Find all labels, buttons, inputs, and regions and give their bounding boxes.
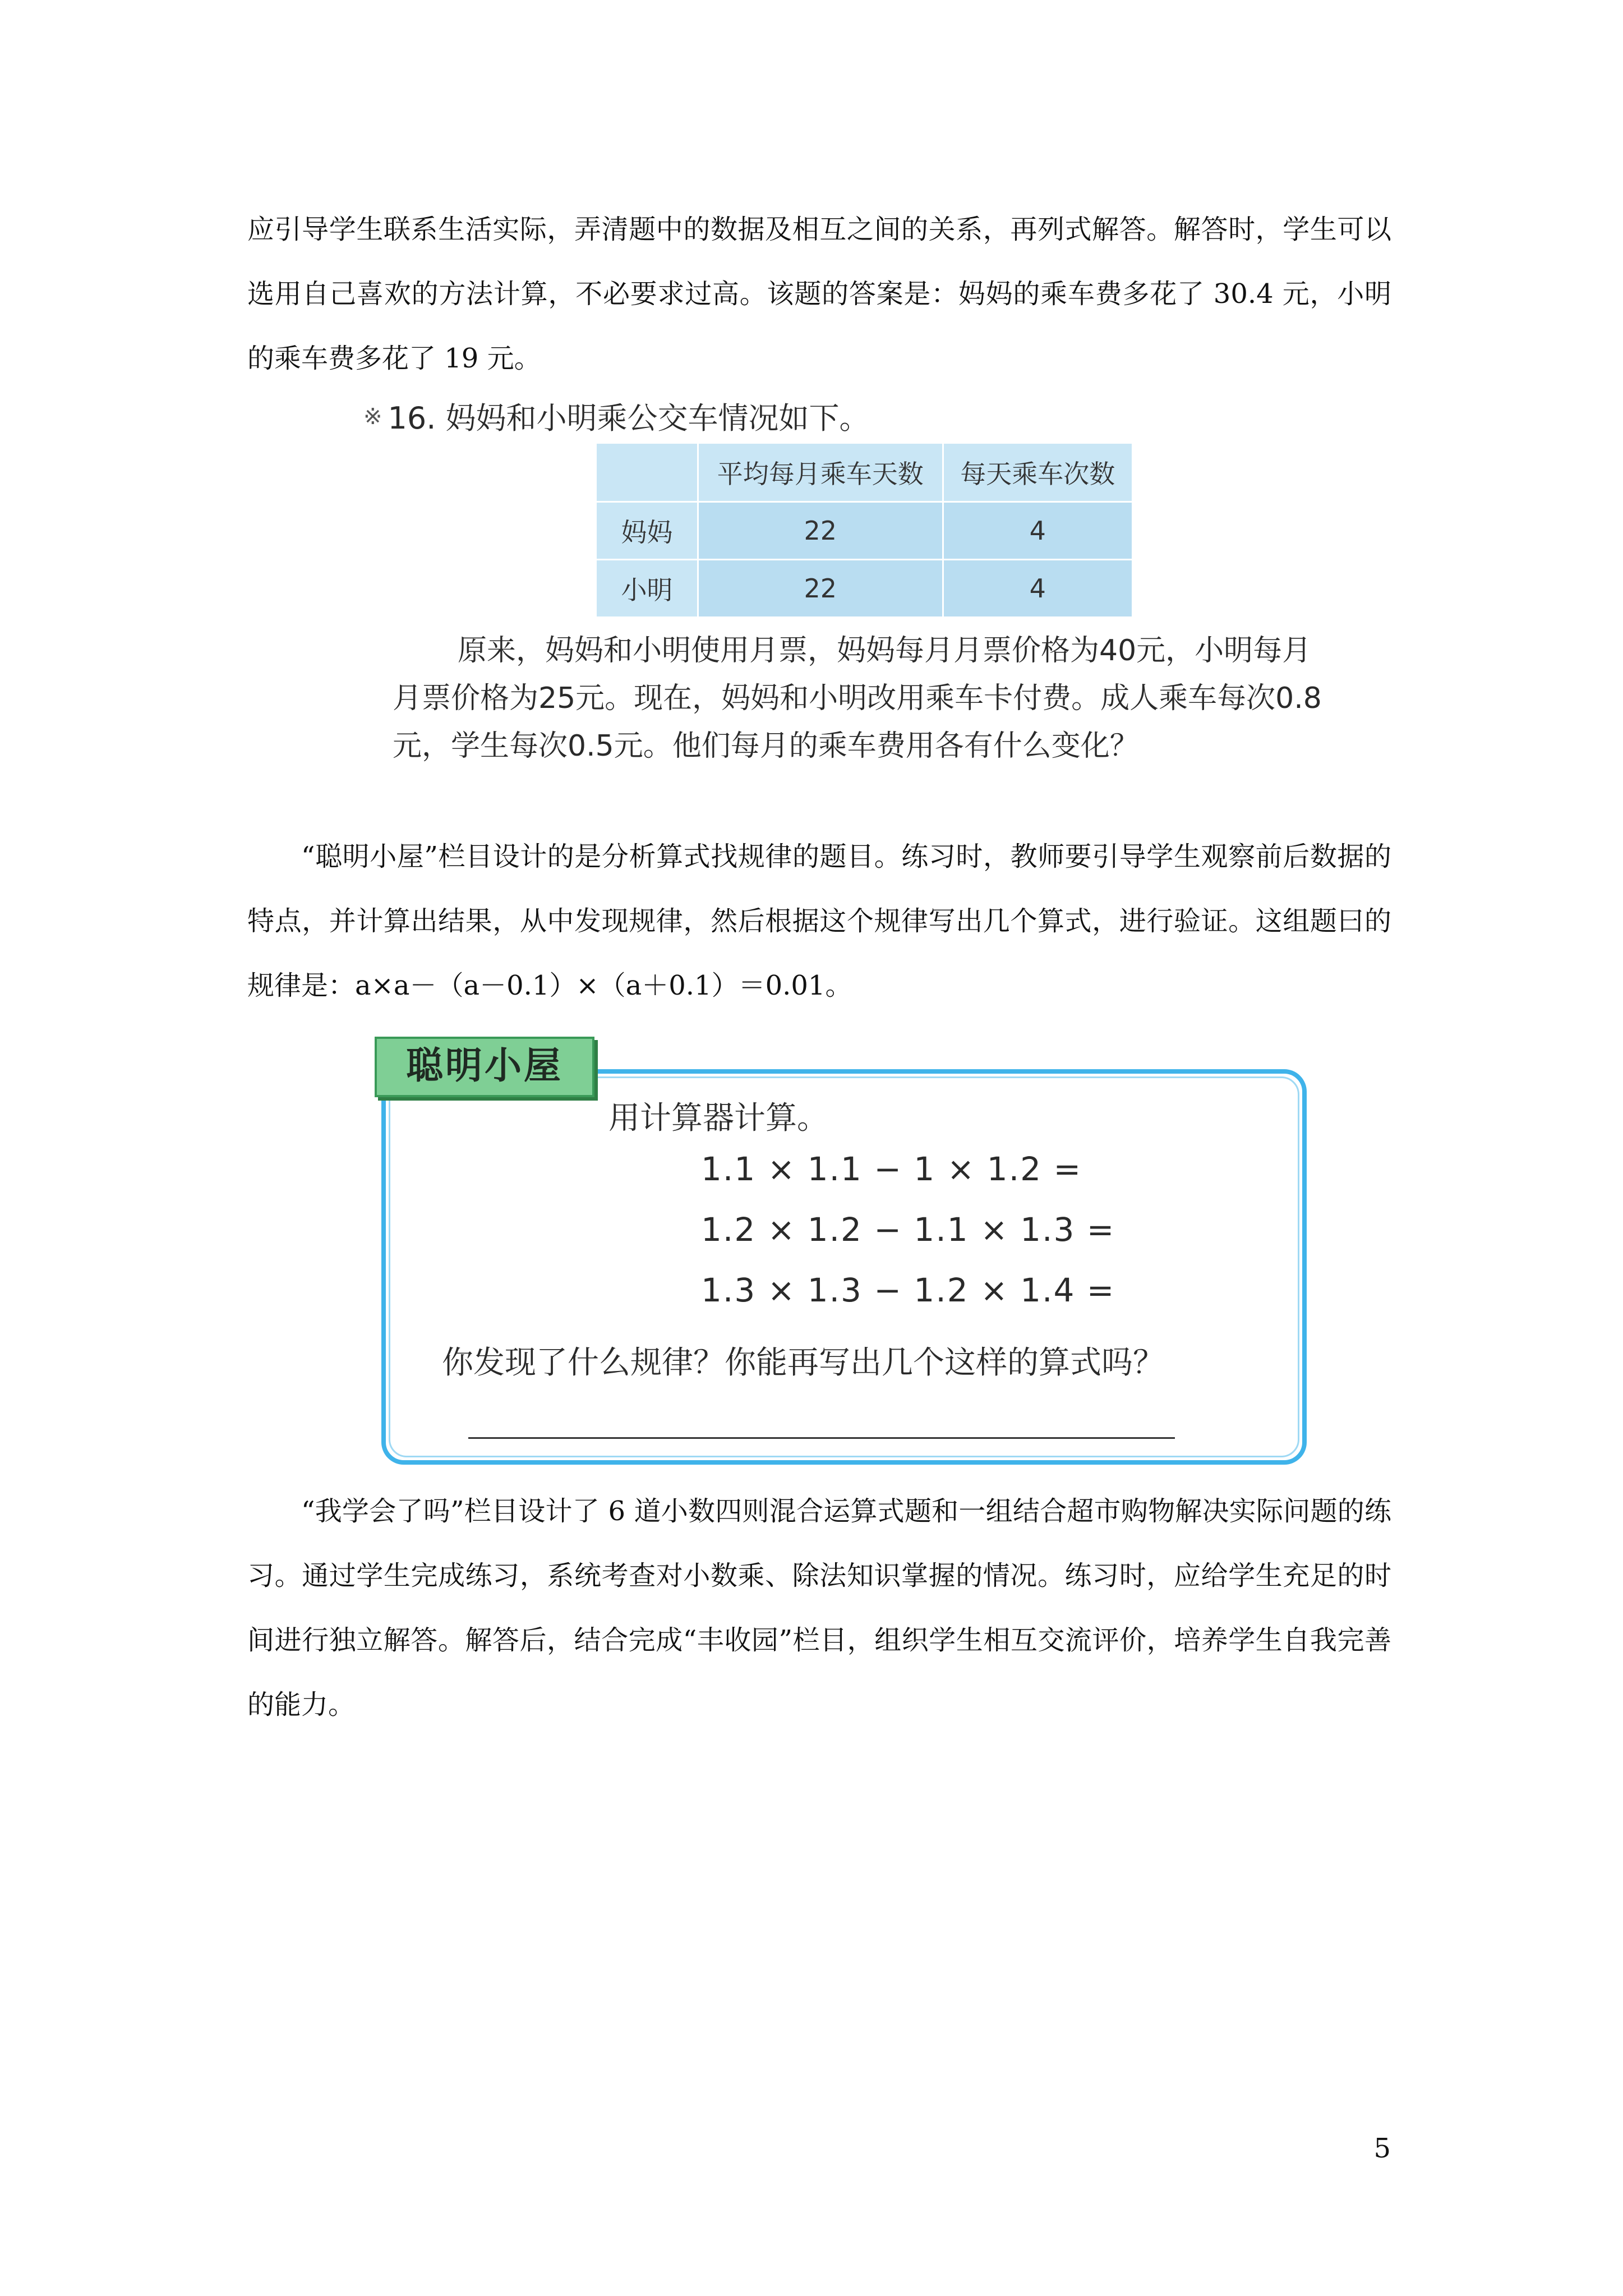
header-rides-per-day: 每天乘车次数	[943, 443, 1132, 502]
calculator-instruction: 用计算器计算。	[608, 1100, 828, 1137]
answer-blank-line	[468, 1437, 1175, 1439]
table-row	[596, 502, 1133, 560]
row-label-mother: 妈妈	[596, 502, 698, 560]
cell-mother-times: 4	[943, 502, 1132, 560]
page-number: 5	[1373, 2133, 1391, 2164]
table-row	[596, 560, 1133, 618]
formula-1: 1.1 × 1.1 − 1 × 1.2 =	[701, 1150, 1082, 1188]
exercise-16-body: 原来，妈妈和小明使用月票，妈妈每月月票价格为40元，小明每月月票价格为25元。现在，妈妈和小明改用乘车卡付费。成人乘车每次0.8元，学生每次0.5元。他们每月的乘车费用各有什么变化？	[393, 634, 1322, 763]
paragraph-did-i-learn: “我学会了吗”栏目设计了 6 道小数四则混合运算式题和一组结合超市购物解决实际问题的练习。通过学生完成练习，系统考查对小数乘、除法知识掌握的情况。练习时，应给学生充足的时间进行独立解答。解答后，结合完成“丰收园”栏目，组织学生相互交流评价，培养学生自我完善的能力。	[247, 1496, 1391, 1720]
table-corner-cell	[596, 443, 698, 502]
exercise-16-title	[363, 397, 870, 438]
row-label-xiaoming: 小明	[596, 560, 698, 618]
reference-mark: ※	[363, 404, 382, 430]
bus-usage-table	[595, 442, 1133, 618]
formula-2: 1.2 × 1.2 − 1.1 × 1.3 =	[701, 1211, 1115, 1249]
cell-xiaoming-times: 4	[943, 560, 1132, 618]
formula-3: 1.3 × 1.3 − 1.2 × 1.4 =	[701, 1271, 1115, 1309]
clever-house-tab-label: 聪明小屋	[406, 1044, 563, 1087]
clever-house-box-inner-border	[389, 1076, 1299, 1457]
paragraph-answer-16: 应引导学生联系生活实际，弄清题中的数据及相互之间的关系，再列式解答。解答时，学生可以选用自己喜欢的方法计算，不必要求过高。该题的答案是：妈妈的乘车费多花了 30.4 元，小明的乘车费多花了 19 元。	[247, 214, 1391, 374]
paragraph-clever-house-intro: “聪明小屋”栏目设计的是分析算式找规律的题目。练习时，教师要引导学生观察前后数据的特点，并计算出结果，从中发现规律，然后根据这个规律写出几个算式，进行验证。这组题曰的规律是：a×a－（a－0.1）×（a＋0.1）＝0.01。	[247, 841, 1391, 1001]
cell-mother-days: 22	[698, 502, 943, 560]
exercise-16-title-text: 16. 妈妈和小明乘公交车情况如下。	[388, 401, 870, 436]
header-days-per-month: 平均每月乘车天数	[698, 443, 943, 502]
table-header-row	[596, 443, 1133, 502]
cell-xiaoming-days: 22	[698, 560, 943, 618]
pattern-question: 你发现了什么规律？你能再写出几个这样的算式吗？	[442, 1345, 1164, 1381]
